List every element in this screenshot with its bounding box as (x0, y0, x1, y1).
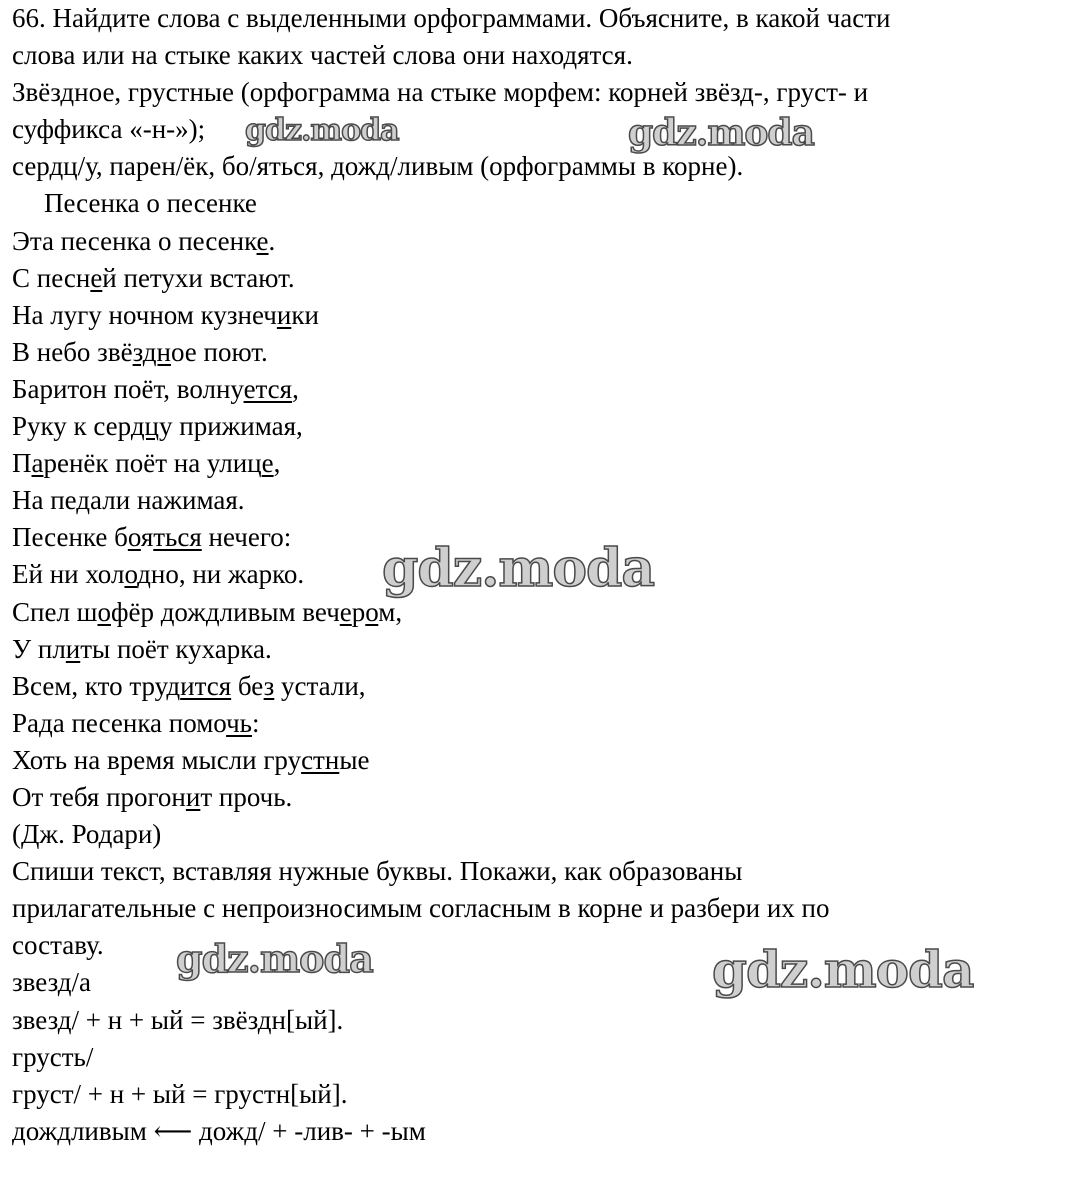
poem-line: С песней петухи встают. (12, 262, 295, 293)
highlighted-letters: е (256, 225, 269, 256)
task-line-1: Спиши текст, вставляя нужные буквы. Покажи, как образованы (12, 856, 743, 887)
word-analysis-line: звезд/ + н + ый = звёздн[ый]. (12, 1004, 344, 1035)
highlighted-letters: е (261, 448, 274, 479)
poem-line: Паренёк поёт на улице, (12, 448, 281, 479)
highlighted-letters: чь (226, 707, 252, 738)
poem-line: Руку к сердцу прижимая, (12, 411, 303, 442)
poem-line: Всем, кто трудится без устали, (12, 670, 366, 701)
poem-line: От тебя прогонит прочь. (12, 781, 293, 812)
highlighted-letters: дц (130, 411, 159, 442)
highlighted-letters: о (124, 559, 138, 590)
poem-line: На педали нажимая. (12, 485, 245, 516)
answer-line-1: Звёздное, грустные (орфограмма на стыке морфем: корней звёзд-, груст- и (12, 77, 869, 108)
word-analysis-line: грусть/ (12, 1041, 94, 1072)
poem-line: Рада песенка помочь: (12, 707, 260, 738)
poem-line: Баритон поёт, волнуется, (12, 373, 299, 404)
highlighted-letters: ится (180, 670, 232, 701)
task-line-2: прилагательные с непроизносимым согласным в корне и разбери их по (12, 893, 830, 924)
watermark-logo: gdz.moda (382, 538, 655, 599)
answer-line-3: сердц/у, парен/ёк, бо/яться, дожд/ливым (орфограммы в корне). (12, 151, 744, 182)
poem-line: В небо звёздное поют. (12, 336, 268, 367)
highlighted-letters: о (365, 596, 379, 627)
poem-line: Песенке бояться нечего: (12, 522, 292, 553)
task-heading-line-2: слова или на стыке каких частей слова они находятся. (12, 40, 633, 71)
poem-line: Эта песенка о песенке. (12, 225, 276, 256)
highlighted-letters: здн (132, 336, 171, 367)
watermark-logo: gdz.moda (628, 112, 814, 154)
highlighted-letters: и (185, 781, 201, 812)
highlighted-letters: и (276, 299, 292, 330)
poem-line: У плиты поёт кухарка. (12, 633, 272, 664)
word-analysis-line: дождливым ⟵ дожд/ + -лив- + -ым (12, 1115, 426, 1146)
highlighted-letters: ется (243, 373, 293, 404)
task-line-3: составу. (12, 930, 104, 961)
poem-author: (Дж. Родари) (12, 819, 162, 850)
task-heading-line-1: 66. Найдите слова с выделенными орфограммами. Объясните, в какой части (12, 3, 891, 33)
highlighted-letters: о (97, 596, 111, 627)
highlighted-letters: е (90, 262, 103, 293)
poem-title: Песенка о песенке (44, 188, 257, 219)
highlighted-letters: стн (301, 744, 340, 775)
document-page (12, 0, 1062, 1150)
watermark-logo: gdz.moda (245, 113, 399, 148)
poem-line: Хоть на время мысли грустные (12, 744, 370, 775)
watermark-logo: gdz.moda (712, 940, 974, 999)
highlighted-letters: о (127, 522, 141, 553)
word-analysis-line: звезд/а (12, 967, 91, 998)
highlighted-letters: и (65, 633, 81, 664)
highlighted-letters: а (31, 448, 44, 479)
highlighted-letters: ться (153, 522, 202, 553)
poem-line: Спел шофёр дождливым вечером, (12, 596, 403, 627)
watermark-logo: gdz.moda (176, 936, 373, 981)
highlighted-letters: е (339, 596, 352, 627)
answer-line-2: суффикса «-н-»); (12, 114, 206, 145)
poem-line: На лугу ночном кузнечики (12, 299, 319, 330)
poem-line: Ей ни холодно, ни жарко. (12, 559, 305, 590)
word-analysis-line: груст/ + н + ый = грустн[ый]. (12, 1078, 348, 1109)
highlighted-letters: з (263, 670, 275, 701)
